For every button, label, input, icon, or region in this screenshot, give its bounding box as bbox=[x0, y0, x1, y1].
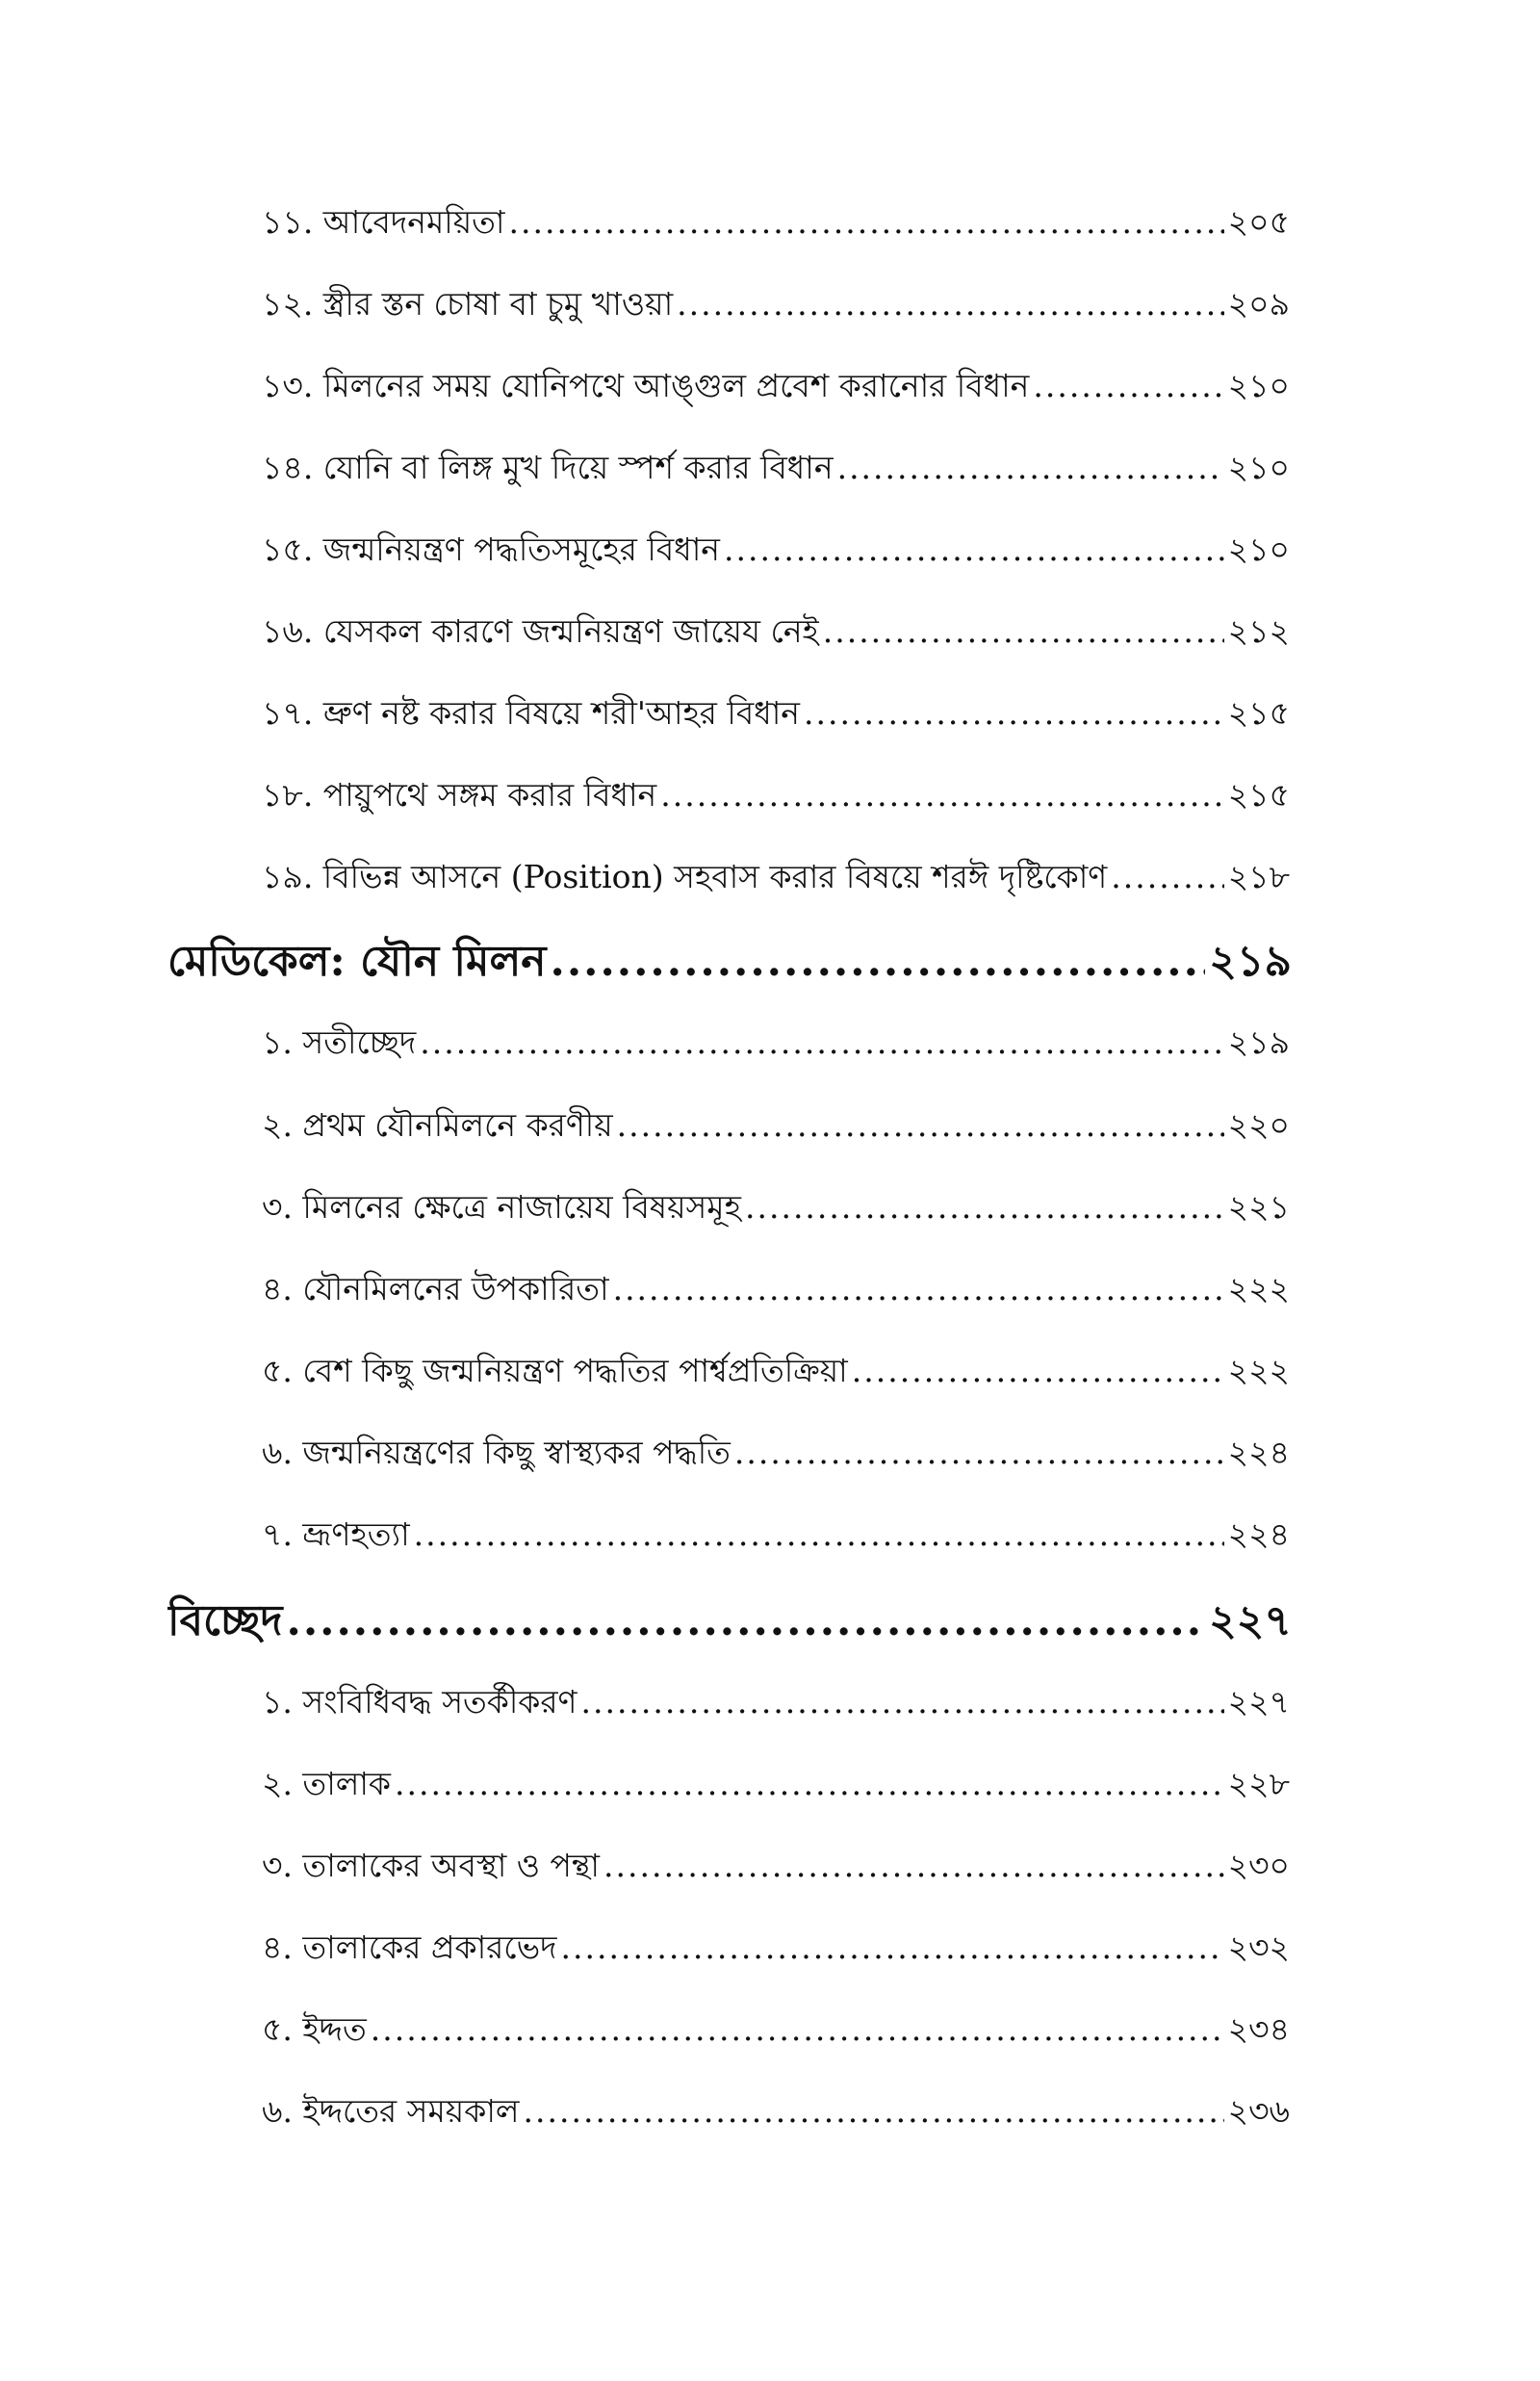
toc-entry[interactable] bbox=[262, 1100, 1290, 1158]
toc-entry-title: ৫. ইদ্দত bbox=[262, 2010, 367, 2048]
dot-leader bbox=[524, 2092, 1224, 2130]
dot-leader bbox=[603, 1847, 1224, 1884]
section-heading-page: ২১৯ bbox=[1209, 937, 1292, 986]
toc-entry-title: ৪. যৌনমিলনের উপকারিতা bbox=[262, 1270, 609, 1307]
dot-leader bbox=[509, 203, 1224, 241]
toc-entry-title: ৬. জন্মনিয়ন্ত্রণের কিছু স্বাস্থ্যকর পদ্ধতি bbox=[262, 1434, 731, 1471]
dot-leader bbox=[551, 937, 1206, 986]
dot-leader bbox=[837, 449, 1224, 486]
toc-entry-page: ২২৪ bbox=[1227, 1434, 1290, 1471]
toc-entry-page: ২১৫ bbox=[1227, 776, 1290, 814]
dot-leader bbox=[804, 694, 1224, 732]
toc-section-heading[interactable] bbox=[167, 929, 1292, 996]
toc-entry-page: ২১৫ bbox=[1227, 694, 1290, 732]
toc-entry-title: ১৫. জন্মনিয়ন্ত্রণ পদ্ধতিসমূহের বিধান bbox=[262, 531, 720, 568]
toc-entry-title: ১. সংবিধিবদ্ধ সতর্কীকরণ bbox=[262, 1683, 578, 1721]
toc-entry-page: ২৩২ bbox=[1227, 1928, 1290, 1966]
toc-entry[interactable] bbox=[262, 852, 1290, 910]
section-heading-title: বিচ্ছেদ bbox=[167, 1596, 283, 1645]
toc-entry-title: ১৮. পায়ুপথে সঙ্গম করার বিধান bbox=[262, 776, 657, 814]
toc-entry-page: ২৩০ bbox=[1227, 1847, 1290, 1884]
toc-entry[interactable] bbox=[262, 1182, 1290, 1240]
dot-leader bbox=[677, 285, 1224, 323]
toc-entry-title: ১২. স্ত্রীর স্তন চোষা বা চুমু খাওয়া bbox=[262, 285, 674, 323]
toc-entry-page: ২৩৪ bbox=[1227, 2010, 1290, 2048]
dot-leader bbox=[371, 2010, 1224, 2048]
toc-entry-title: ২. তালাক bbox=[262, 1765, 392, 1802]
toc-entry[interactable] bbox=[262, 1346, 1290, 1404]
toc-entry-page: ২১০ bbox=[1227, 367, 1290, 404]
toc-entry-page: ২২৪ bbox=[1227, 1515, 1290, 1553]
toc-entry-page: ২৩৬ bbox=[1227, 2092, 1290, 2130]
toc-entry[interactable] bbox=[262, 1923, 1290, 1980]
toc-entry-page: ২২২ bbox=[1227, 1352, 1290, 1389]
toc-entry[interactable] bbox=[262, 1677, 1290, 1735]
toc-entry[interactable] bbox=[262, 525, 1290, 582]
toc-entry-page: ২১২ bbox=[1227, 612, 1290, 650]
toc-entry-page: ২১৯ bbox=[1227, 1023, 1290, 1061]
toc-entry-page: ২১০ bbox=[1227, 449, 1290, 486]
toc-entry-title: ৪. তালাকের প্রকারভেদ bbox=[262, 1928, 557, 1966]
toc-entry-page: ২২২ bbox=[1227, 1270, 1290, 1307]
toc-entry-title: ৫. বেশ কিছু জন্মনিয়ন্ত্রণ পদ্ধতির পার্শ্বপ্রতিক্রিয়া bbox=[262, 1352, 848, 1389]
section-heading-page: ২২৭ bbox=[1209, 1596, 1292, 1645]
dot-leader bbox=[1033, 367, 1223, 404]
toc-entry[interactable] bbox=[262, 443, 1290, 501]
toc-entry-title: ৬. ইদ্দতের সময়কাল bbox=[262, 2092, 520, 2130]
toc-entry[interactable] bbox=[262, 688, 1290, 746]
toc-entry[interactable] bbox=[262, 1428, 1290, 1486]
dot-leader bbox=[745, 1188, 1224, 1226]
toc-entry[interactable] bbox=[262, 1264, 1290, 1322]
toc-entry-page: ২২১ bbox=[1227, 1188, 1290, 1226]
toc-entry-title: ১৯. বিভিন্ন আসনে (Position) সহবাস করার বিষয়ে শরঈ দৃষ্টিকোণ bbox=[262, 858, 1108, 895]
toc-entry[interactable] bbox=[262, 1510, 1290, 1567]
toc-entry-title: ৩. তালাকের অবস্থা ও পন্থা bbox=[262, 1847, 600, 1884]
toc-entry[interactable] bbox=[262, 197, 1290, 255]
dot-leader bbox=[580, 1683, 1223, 1721]
toc-entry-page: ২১৮ bbox=[1227, 858, 1290, 895]
dot-leader bbox=[414, 1515, 1224, 1553]
toc-entry-page: ২২৮ bbox=[1227, 1765, 1290, 1802]
toc-entry[interactable] bbox=[262, 279, 1290, 337]
toc-entry-title: ২. প্রথম যৌনমিলনে করণীয় bbox=[262, 1106, 613, 1144]
dot-leader bbox=[287, 1596, 1206, 1645]
dot-leader bbox=[852, 1352, 1224, 1389]
toc-entry-page: ২২০ bbox=[1227, 1106, 1290, 1144]
dot-leader bbox=[1111, 858, 1223, 895]
toc-entry-title: ১১. আবেদনময়িতা bbox=[262, 203, 505, 241]
toc-entry-title: ১. সতীচ্ছেদ bbox=[262, 1023, 417, 1061]
dot-leader bbox=[617, 1106, 1224, 1144]
toc-entry-title: ১৪. যোনি বা লিঙ্গ মুখ দিয়ে স্পর্শ করার বিধান bbox=[262, 449, 834, 486]
dot-leader bbox=[823, 612, 1224, 650]
toc-entry[interactable] bbox=[262, 607, 1290, 664]
dot-leader bbox=[420, 1023, 1223, 1061]
toc-entry-page: ২১০ bbox=[1227, 531, 1290, 568]
toc-entry-title: ৩. মিলনের ক্ষেত্রে নাজায়েয বিষয়সমূহ bbox=[262, 1188, 741, 1226]
toc-entry[interactable] bbox=[262, 1759, 1290, 1817]
dot-leader bbox=[660, 776, 1223, 814]
section-heading-title: মেডিকেল: যৌন মিলন bbox=[167, 937, 547, 986]
toc-entry-title: ৭. ভ্রূণহত্যা bbox=[262, 1515, 410, 1553]
toc-entry-title: ১৬. যেসকল কারণে জন্মনিয়ন্ত্রণ জায়েয নেই bbox=[262, 612, 819, 650]
toc-entry-title: ১৭. ভ্রুণ নষ্ট করার বিষয়ে শরী'আহর বিধান bbox=[262, 694, 801, 732]
toc-entry[interactable] bbox=[262, 1018, 1290, 1075]
toc-entry[interactable] bbox=[262, 770, 1290, 828]
dot-leader bbox=[561, 1928, 1224, 1966]
dot-leader bbox=[395, 1765, 1224, 1802]
toc-entry-title: ১৩. মিলনের সময় যোনিপথে আঙ্গুল প্রবেশ করানোর বিধান bbox=[262, 367, 1030, 404]
toc-entry-page: ২২৭ bbox=[1227, 1683, 1290, 1721]
dot-leader bbox=[724, 531, 1224, 568]
toc-entry[interactable] bbox=[262, 2086, 1290, 2144]
toc-entry[interactable] bbox=[262, 361, 1290, 419]
toc-entry-page: ২০৫ bbox=[1227, 203, 1290, 241]
toc-entry[interactable] bbox=[262, 2005, 1290, 2062]
dot-leader bbox=[613, 1270, 1224, 1307]
toc-entry-page: ২০৯ bbox=[1227, 285, 1290, 323]
toc-section-heading[interactable] bbox=[167, 1589, 1292, 1656]
toc-entry[interactable] bbox=[262, 1841, 1290, 1899]
dot-leader bbox=[734, 1434, 1224, 1471]
